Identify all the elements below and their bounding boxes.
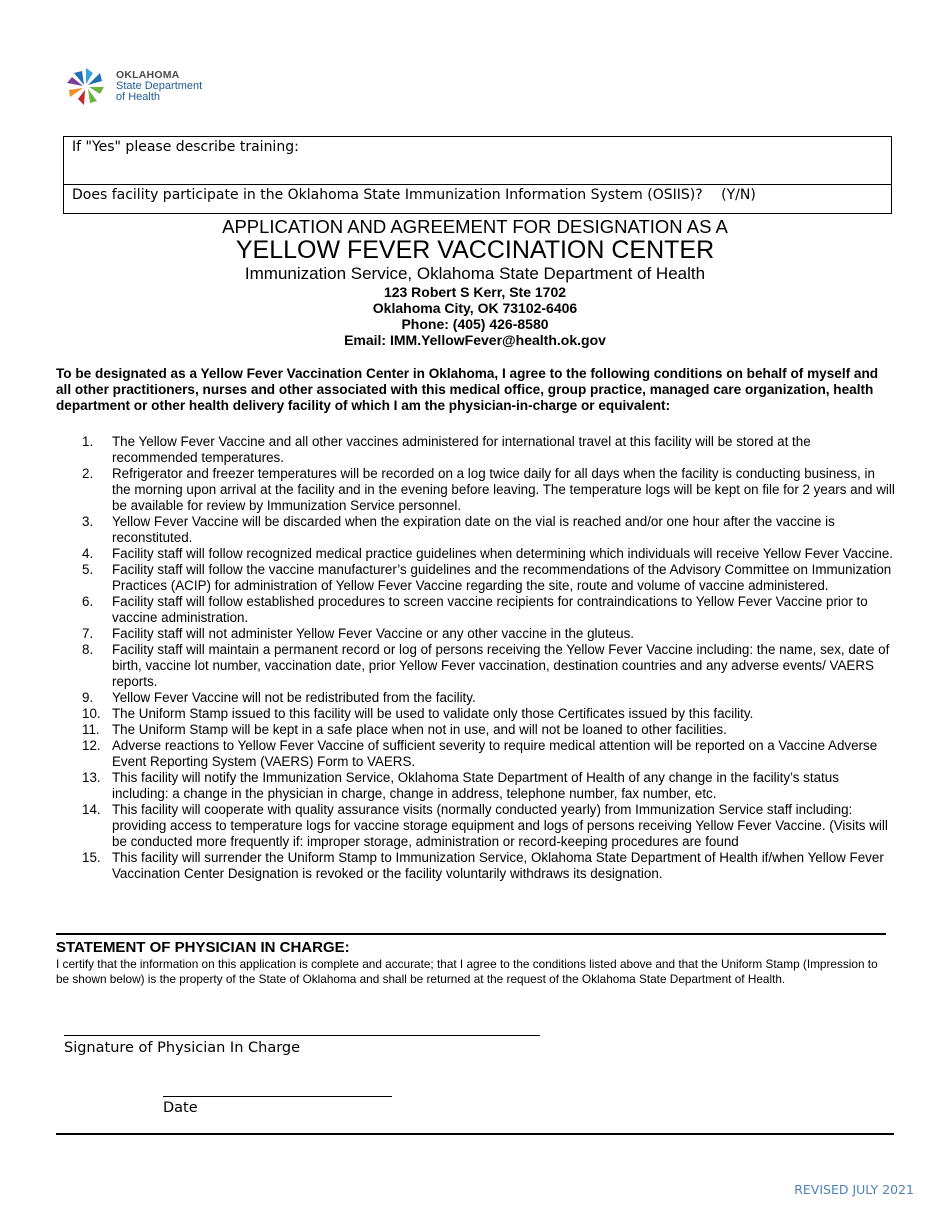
logo-line-state-department: State Department [116, 79, 203, 92]
list-item-text: Facility staff will follow established procedures to screen vaccine recipients for contraindications to Yellow Fever Vaccine prior to vaccine administration. [112, 594, 868, 625]
osiis-yn-label: (Y/N) [721, 187, 756, 203]
bottom-divider [56, 1133, 894, 1135]
list-item-number: 5. [82, 562, 94, 577]
list-item-text: This facility will notify the Immunization Service, Oklahoma State Department of Health of any change in the facility’s status including: a change in the physician in charge, change in address, telephone number, fax number, etc. [112, 770, 839, 801]
list-item [82, 770, 896, 802]
list-item-number: 14. [82, 802, 101, 817]
form-title-line2: YELLOW FEVER VACCINATION CENTER [235, 236, 715, 264]
list-item-number: 13. [82, 770, 101, 785]
list-item-number: 7. [82, 626, 94, 641]
list-item-number: 10. [82, 706, 101, 721]
list-item-text: Facility staff will follow the vaccine manufacturer’s guidelines and the recommendations of the Advisory Committee on Immunization Practices (ACIP) for administration of Yellow Fever Vaccine regarding the site, route and volume of vaccine administered. [112, 562, 892, 593]
list-item-text: The Uniform Stamp issued to this facility will be used to validate only those Certificates issued by this facility. [112, 706, 754, 721]
list-item-text: Facility staff will maintain a permanent record or log of persons receiving the Yellow Fever Vaccine including: the name, sex, date of birth, vaccine lot number, vaccination date, prior Yellow Fever vaccination, destination countries and any adverse events/ VAERS reports. [112, 642, 890, 689]
list-item-number: 15. [82, 850, 101, 865]
section-divider [56, 933, 886, 935]
list-item-text: The Yellow Fever Vaccine and all other vaccines administered for international travel at this facility will be stored at the recommended temperatures. [112, 434, 811, 465]
list-item-text: The Uniform Stamp will be kept in a safe place when not in use, and will not be loaned to other facilities. [112, 722, 727, 737]
list-item [82, 690, 896, 706]
list-item [82, 626, 896, 642]
osiis-question-label: Does facility participate in the Oklahoma State Immunization Information System (OSIIS)? [72, 187, 703, 203]
list-item-number: 3. [82, 514, 94, 529]
training-describe-label: If "Yes" please describe training: [72, 139, 299, 155]
statement-body: I certify that the information on this application is complete and accurate; that I agree to the conditions listed above and that the Uniform Stamp (Impression to be shown below) is the property of the State of Oklahoma and shall be returned at the request of the Oklahoma State Department of Health. [56, 957, 878, 986]
conditions-list [82, 434, 896, 882]
list-item [82, 722, 896, 738]
training-osiis-table [63, 136, 892, 214]
email-line: Email: IMM.YellowFever@health.ok.gov [344, 332, 606, 348]
osdh-logo [64, 64, 224, 108]
form-title-line1: APPLICATION AND AGREEMENT FOR DESIGNATION AS A [222, 216, 728, 237]
osdh-leaf-logo-icon [64, 65, 110, 107]
date-signature-line[interactable] [163, 1096, 392, 1097]
list-item [82, 514, 896, 546]
list-item-text: This facility will surrender the Uniform Stamp to Immunization Service, Oklahoma State Department of Health if/when Yellow Fever Vaccination Center Designation is revoked or the facility voluntarily withdraws its designation. [112, 850, 884, 881]
list-item-number: 1. [82, 434, 94, 449]
list-item [82, 642, 896, 690]
training-describe-field[interactable] [72, 139, 299, 159]
list-item-number: 12. [82, 738, 101, 753]
list-item-number: 4. [82, 546, 94, 561]
list-item [82, 738, 896, 770]
list-item-text: Facility staff will follow recognized medical practice guidelines when determining which individuals will receive Yellow Fever Vaccine. [112, 546, 893, 561]
osiis-question-row[interactable] [72, 187, 756, 207]
physician-signature-line[interactable] [64, 1035, 540, 1036]
list-item-number: 2. [82, 466, 94, 481]
date-label: Date [163, 1100, 198, 1116]
address-line2: Oklahoma City, OK 73102-6406 [372, 300, 578, 316]
address-line1: 123 Robert S Kerr, Ste 1702 [383, 284, 567, 300]
list-item [82, 706, 896, 722]
list-item [82, 466, 896, 514]
table-divider [64, 184, 891, 185]
list-item-number: 9. [82, 690, 94, 705]
physician-signature-label: Signature of Physician In Charge [64, 1040, 301, 1056]
list-item-number: 8. [82, 642, 94, 657]
list-item [82, 850, 896, 882]
list-item [82, 546, 896, 562]
list-item [82, 594, 896, 626]
list-item [82, 562, 896, 594]
list-item [82, 434, 896, 466]
list-item-text: Yellow Fever Vaccine will not be redistributed from the facility. [112, 690, 476, 705]
list-item-number: 6. [82, 594, 94, 609]
phone-line: Phone: (405) 426-8580 [401, 316, 549, 332]
form-subtitle: Immunization Service, Oklahoma State Department of Health [244, 264, 706, 283]
list-item-text: Yellow Fever Vaccine will be discarded when the expiration date on the vial is reached and/or one hour after the vaccine is reconstituted. [112, 514, 835, 545]
logo-line-oklahoma: OKLAHOMA [116, 68, 180, 81]
intro-paragraph: To be designated as a Yellow Fever Vaccination Center in Oklahoma, I agree to the following conditions on behalf of myself and all other practitioners, nurses and other associated with this medical office, group practice, managed care organization, health department or other health delivery facility of which I am the physician-in-charge or equivalent: [56, 366, 879, 413]
logo-line-of-health: of Health [116, 90, 161, 103]
revised-date: REVISED JULY 2021 [794, 1182, 914, 1197]
list-item [82, 802, 896, 850]
list-item-text: Refrigerator and freezer temperatures will be recorded on a log twice daily for all days when the facility is conducting business, in the morning upon arrival at the facility and in the evening before leaving. The temperature logs will be kept on file for 2 years and will be available for review by Immunization Service personnel. [112, 466, 895, 513]
list-item-text: This facility will cooperate with quality assurance visits (normally conducted yearly) from Immunization Service staff including: providing access to temperature logs for vaccine storage equipment and logs of persons receiving Yellow Fever Vaccine. (Visits will be conducted more frequently if: improper storage, administration or record-keeping procedures are found [112, 802, 888, 849]
list-item-text: Adverse reactions to Yellow Fever Vaccine of sufficient severity to require medical attention will be reported on a Vaccine Adverse Event Reporting System (VAERS) Form to VAERS. [112, 738, 878, 769]
statement-title: STATEMENT OF PHYSICIAN IN CHARGE: [56, 939, 350, 956]
list-item-text: Facility staff will not administer Yellow Fever Vaccine or any other vaccine in the gluteus. [112, 626, 634, 641]
list-item-number: 11. [82, 722, 100, 737]
